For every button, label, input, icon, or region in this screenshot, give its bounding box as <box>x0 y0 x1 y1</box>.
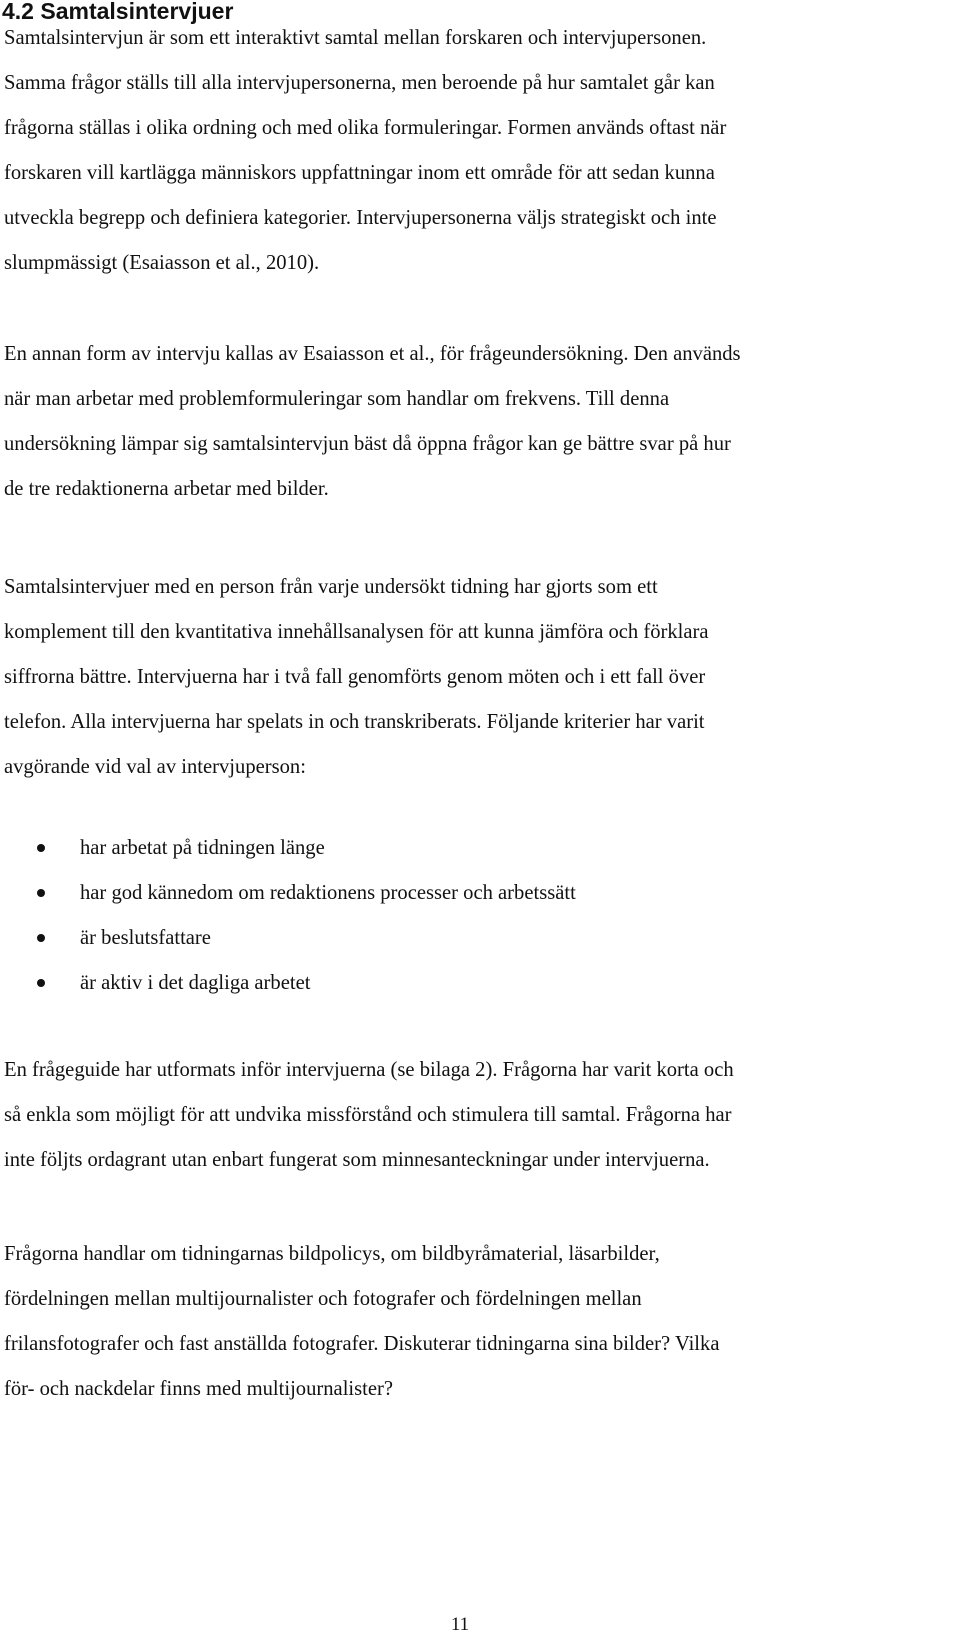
list-item-label: är aktiv i det dagliga arbetet <box>80 972 311 994</box>
bullet-icon <box>37 844 45 852</box>
section-heading: 4.2 Samtalsintervjuer <box>2 0 234 24</box>
paragraph-frageundersokning: En annan form av intervju kallas av Esaiasson et al., för frågeundersökning. Den används när man arbetar med problemformuleringar som handlar om frekvens. Till denna undersökning lämpar sig samtalsintervjun bäst då öppna frågor kan ge bättre svar på hur de tre redaktionerna arbetar med bilder. <box>4 343 741 500</box>
paragraph-samtalsintervjuer: Samtalsintervjuer med en person från varje undersökt tidning har gjorts som ett komplement till den kvantitativa innehållsanalysen för att kunna jämföra och förklara siffrorna bättre. Intervjuerna har i två fall genomförts genom möten och i ett fall över telefon. Alla intervjuerna har spelats in och transkriberats. Följande kriterier har varit avgörande vid val av intervjuperson: <box>4 576 709 778</box>
criteria-list <box>0 826 576 1006</box>
bullet-icon <box>37 934 45 942</box>
list-item <box>0 961 576 1006</box>
list-item <box>0 916 576 961</box>
bullet-icon <box>37 979 45 987</box>
paragraph-fragorna: Frågorna handlar om tidningarnas bildpolicys, om bildbyråmaterial, läsarbilder, fördelningen mellan multijournalister och fotografer och fördelningen mellan frilansfotografer och fast anställda fotografer. Diskuterar tidningarna sina bilder? Vilka för- och nackdelar finns med multijournalister? <box>4 1243 720 1400</box>
page-number: 11 <box>450 1614 470 1635</box>
paragraph-frageguide: En frågeguide har utformats inför intervjuerna (se bilaga 2). Frågorna har varit korta och så enkla som möjligt för att undvika missförstånd och stimulera till samtal. Frågorna har inte följts ordagrant utan enbart fungerat som minnesanteckningar under intervjuerna. <box>4 1059 734 1171</box>
list-item-label: har arbetat på tidningen länge <box>80 837 325 859</box>
list-item-label: har god kännedom om redaktionens processer och arbetssätt <box>80 882 576 904</box>
paragraph-intro: Samtalsintervjun är som ett interaktivt samtal mellan forskaren och intervjupersonen. Samma frågor ställs till alla intervjupersonerna, men beroende på hur samtalet går kan frågorna ställas i olika ordning och med olika formuleringar. Formen används oftast när forskaren vill kartlägga människors uppfattningar inom ett område för att sedan kunna utveckla begrepp och definiera kategorier. Intervjupersonerna väljs strategiskt och inte slumpmässigt (Esaiasson et al., 2010). <box>4 27 727 274</box>
list-item-label: är beslutsfattare <box>80 927 211 949</box>
list-item <box>0 826 576 871</box>
list-item <box>0 871 576 916</box>
bullet-icon <box>37 889 45 897</box>
